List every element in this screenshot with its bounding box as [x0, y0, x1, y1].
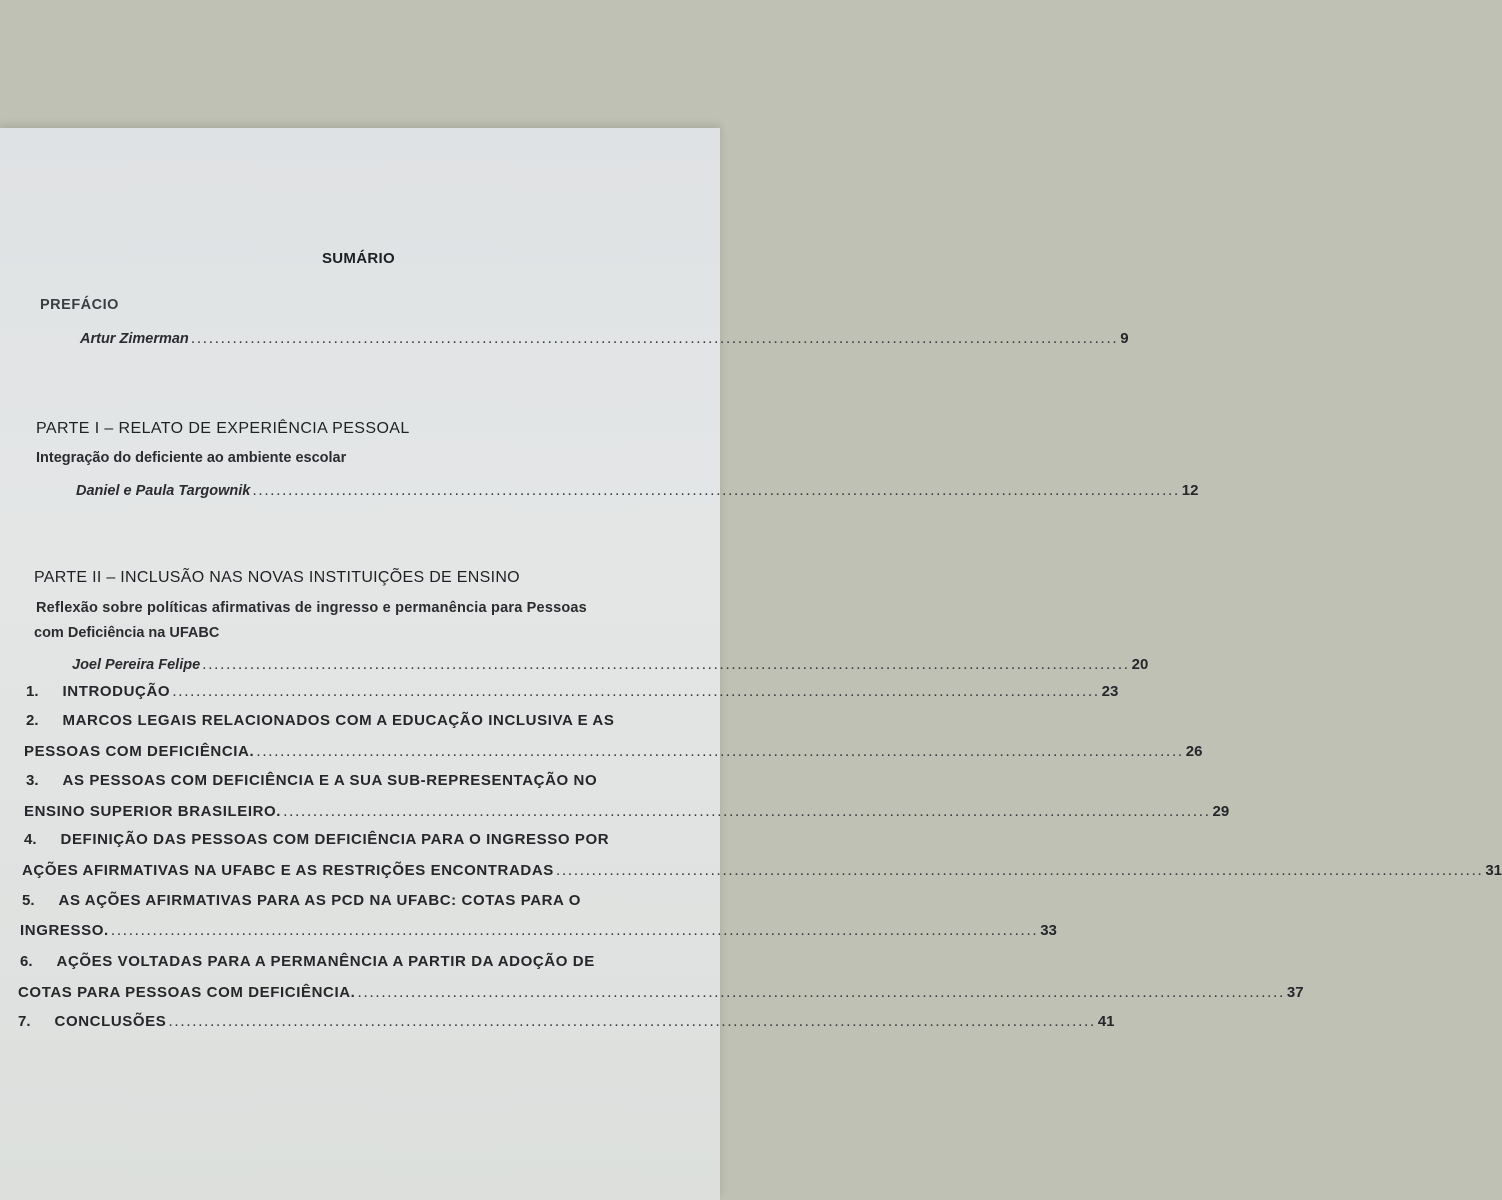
section-title-cont: PESSOAS COM DEFICIÊNCIA. [24, 743, 255, 760]
toc-entry-6-line2 [18, 984, 1304, 1002]
toc-entry-7 [18, 1013, 1115, 1031]
section-title-cont: INGRESSO. [20, 922, 109, 939]
toc-entry-4-line2 [22, 862, 1502, 880]
section-title: CONCLUSÕES [54, 1013, 167, 1030]
toc-entry-3-line2 [24, 803, 1230, 821]
parte1-author: Daniel e Paula Targownik [76, 483, 251, 499]
prefacio-author: Artur Zimerman [80, 331, 189, 347]
section-title: MARCOS LEGAIS RELACIONADOS COM A EDUCAÇÃO INCLUSIVA E AS [62, 712, 615, 729]
toc-entry-6-line1 [20, 953, 595, 971]
toc-entry-4-line1 [24, 831, 609, 849]
section-number: 7. [18, 1013, 31, 1030]
parte1-subtitle: Integração do deficiente ao ambiente escolar [36, 450, 347, 466]
section-title-cont: COTAS PARA PESSOAS COM DEFICIÊNCIA. [18, 984, 356, 1001]
section-title-cont: ENSINO SUPERIOR BRASILEIRO. [24, 803, 282, 820]
toc-entry-1 [26, 683, 1119, 701]
section-title-cont: AÇÕES AFIRMATIVAS NA UFABC E AS RESTRIÇÕES ENCONTRADAS [22, 862, 554, 879]
section-title: AÇÕES VOLTADAS PARA A PERMANÊNCIA A PARTIR DA ADOÇÃO DE [56, 953, 595, 970]
page-number: 31 [1485, 862, 1502, 879]
prefacio-entry [80, 330, 1129, 348]
dot-leader: ............................................................................................................................................................ [256, 743, 1184, 760]
prefacio-heading: PREFÁCIO [40, 297, 119, 313]
section-title: AS PESSOAS COM DEFICIÊNCIA E A SUA SUB-REPRESENTAÇÃO NO [62, 772, 598, 789]
page-number: 9 [1120, 330, 1129, 347]
section-title: DEFINIÇÃO DAS PESSOAS COM DEFICIÊNCIA PARA O INGRESSO POR [60, 831, 610, 848]
dot-leader: ............................................................................................................................................................ [202, 656, 1130, 673]
dot-leader: ............................................................................................................................................................ [110, 922, 1039, 939]
toc-title: SUMÁRIO [322, 250, 395, 267]
page-number: 37 [1286, 984, 1304, 1001]
section-number: 3. [26, 772, 39, 789]
section-number: 2. [26, 712, 39, 729]
page-number: 33 [1040, 922, 1057, 939]
parte2-subtitle-line1: Reflexão sobre políticas afirmativas de ingresso e permanência para Pessoas [36, 600, 587, 616]
dot-leader: ............................................................................................................................................................ [190, 330, 1119, 347]
page-number: 12 [1181, 482, 1199, 499]
dot-leader: ............................................................................................................................................................ [252, 482, 1180, 499]
parte1-entry [76, 482, 1199, 500]
toc-entry-5-line2 [20, 922, 1057, 940]
section-number: 5. [22, 892, 35, 909]
toc-entry-3-line1 [26, 772, 597, 790]
parte2-subtitle-line2: com Deficiência na UFABC [34, 625, 220, 641]
page-number: 23 [1101, 683, 1119, 700]
page-number: 29 [1212, 803, 1230, 820]
section-number: 1. [26, 683, 39, 700]
dot-leader: ............................................................................................................................................................ [172, 683, 1100, 700]
parte2-entry [72, 656, 1149, 674]
page-number: 20 [1131, 656, 1149, 673]
section-number: 4. [24, 831, 37, 848]
section-number: 6. [20, 953, 33, 970]
section-title: AS AÇÕES AFIRMATIVAS PARA AS PCD NA UFABC: COTAS PARA O [58, 892, 581, 909]
dot-leader: ............................................................................................................................................................ [168, 1013, 1096, 1030]
dot-leader: ............................................................................................................................................................ [283, 803, 1211, 820]
toc-entry-2-line1 [26, 712, 614, 730]
parte2-author: Joel Pereira Felipe [72, 657, 201, 673]
page-number: 26 [1185, 743, 1203, 760]
toc-entry-2-line2 [24, 743, 1203, 761]
dot-leader: ............................................................................................................................................................ [555, 862, 1484, 879]
parte1-heading: PARTE I – RELATO DE EXPERIÊNCIA PESSOAL [36, 420, 410, 437]
dot-leader: ............................................................................................................................................................ [357, 984, 1285, 1001]
parte2-heading: PARTE II – INCLUSÃO NAS NOVAS INSTITUIÇÕES DE ENSINO [34, 569, 520, 586]
toc-entry-5-line1 [22, 892, 581, 910]
section-title: INTRODUÇÃO [62, 683, 171, 700]
page-number: 41 [1097, 1013, 1115, 1030]
